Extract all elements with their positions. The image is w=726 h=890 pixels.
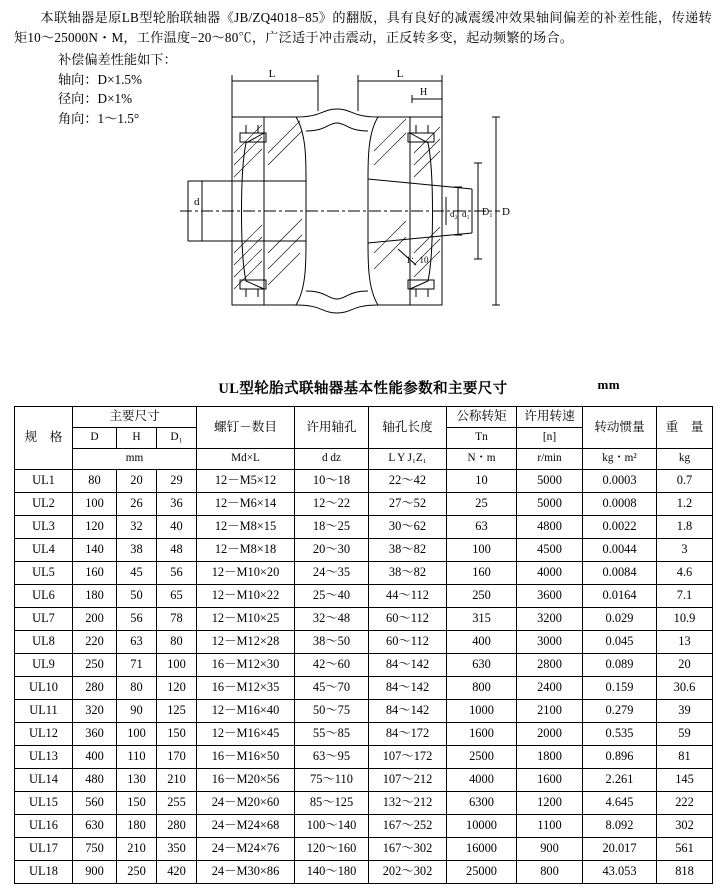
cell-D: 320 xyxy=(73,699,117,722)
cell-len: 44～112 xyxy=(369,584,447,607)
cell-D1: 36 xyxy=(157,492,197,515)
table-header-row-1 xyxy=(15,406,713,427)
cell-D: 120 xyxy=(73,515,117,538)
header-bore-symbols: d dz xyxy=(295,448,369,469)
compensation-heading: 补偿偏差性能如下： xyxy=(58,52,177,68)
cell-bore: 20～30 xyxy=(295,538,369,561)
cell-inertia: 0.0164 xyxy=(583,584,657,607)
table-row xyxy=(15,699,713,722)
cell-D1: 125 xyxy=(157,699,197,722)
label-D1: D₁ xyxy=(482,206,493,218)
cell-bore: 38～50 xyxy=(295,630,369,653)
cell-H: 50 xyxy=(117,584,157,607)
label-d1: d₁ xyxy=(462,208,470,219)
header-weight-unit: kg xyxy=(657,448,713,469)
cell-inertia: 0.159 xyxy=(583,676,657,699)
cell-speed: 5000 xyxy=(517,469,583,492)
cell-inertia: 4.645 xyxy=(583,791,657,814)
cell-H: 63 xyxy=(117,630,157,653)
cell-speed: 3000 xyxy=(517,630,583,653)
cell-weight: 10.9 xyxy=(657,607,713,630)
cell-speed: 1600 xyxy=(517,768,583,791)
spec-table xyxy=(14,406,713,884)
technical-drawing-area xyxy=(14,53,712,371)
cell-weight: 81 xyxy=(657,745,713,768)
cell-speed: 800 xyxy=(517,860,583,883)
header-length-symbols xyxy=(369,448,447,469)
cell-speed: 2400 xyxy=(517,676,583,699)
cell-screw: 12－M16×40 xyxy=(197,699,295,722)
cell-spec: UL3 xyxy=(15,515,73,538)
cell-spec: UL6 xyxy=(15,584,73,607)
cell-len: 27～52 xyxy=(369,492,447,515)
cell-H: 100 xyxy=(117,722,157,745)
cell-H: 80 xyxy=(117,676,157,699)
cell-speed: 2800 xyxy=(517,653,583,676)
table-title: UL型轮胎式联轴器基本性能参数和主要尺寸 xyxy=(218,380,508,397)
cell-D1: 80 xyxy=(157,630,197,653)
cell-spec: UL4 xyxy=(15,538,73,561)
cell-weight: 3 xyxy=(657,538,713,561)
cell-H: 250 xyxy=(117,860,157,883)
cell-screw: 16－M12×30 xyxy=(197,653,295,676)
cell-screw: 24－M30×86 xyxy=(197,860,295,883)
cell-D: 480 xyxy=(73,768,117,791)
cell-torque: 315 xyxy=(447,607,517,630)
cell-spec: UL17 xyxy=(15,837,73,860)
cell-screw: 12－M5×12 xyxy=(197,469,295,492)
cell-D: 250 xyxy=(73,653,117,676)
cell-D: 100 xyxy=(73,492,117,515)
cell-speed: 3200 xyxy=(517,607,583,630)
cell-screw: 12－M12×28 xyxy=(197,630,295,653)
header-screws: 螺钉－数目 xyxy=(197,406,295,448)
cell-H: 45 xyxy=(117,561,157,584)
cell-D: 360 xyxy=(73,722,117,745)
header-D1: D₁ xyxy=(157,427,197,448)
cell-screw: 24－M24×76 xyxy=(197,837,295,860)
cell-weight: 818 xyxy=(657,860,713,883)
cell-inertia: 0.896 xyxy=(583,745,657,768)
cell-len: 30～62 xyxy=(369,515,447,538)
cell-weight: 4.6 xyxy=(657,561,713,584)
cell-bore: 10～18 xyxy=(295,469,369,492)
cell-H: 150 xyxy=(117,791,157,814)
cell-screw: 12－M16×45 xyxy=(197,722,295,745)
spec-table-body xyxy=(15,469,713,883)
cell-spec: UL16 xyxy=(15,814,73,837)
cell-weight: 1.8 xyxy=(657,515,713,538)
cell-inertia: 0.045 xyxy=(583,630,657,653)
cell-bore: 63～95 xyxy=(295,745,369,768)
cell-len: 60～112 xyxy=(369,630,447,653)
cell-speed: 1800 xyxy=(517,745,583,768)
cell-torque: 400 xyxy=(447,630,517,653)
cell-bore: 12～22 xyxy=(295,492,369,515)
cell-bore: 42～60 xyxy=(295,653,369,676)
header-torque: 公称转矩 xyxy=(447,406,517,427)
header-inertia-unit: kg・m² xyxy=(583,448,657,469)
label-L-right: L xyxy=(396,67,404,80)
cell-D1: 170 xyxy=(157,745,197,768)
cell-spec: UL11 xyxy=(15,699,73,722)
header-weight: 重 量 xyxy=(657,406,713,448)
cell-H: 210 xyxy=(117,837,157,860)
cell-bore: 75～110 xyxy=(295,768,369,791)
coupling-drawing xyxy=(194,53,570,371)
cell-D1: 56 xyxy=(157,561,197,584)
cell-screw: 12－M10×25 xyxy=(197,607,295,630)
label-D: D xyxy=(502,205,510,218)
table-row xyxy=(15,630,713,653)
cell-D: 220 xyxy=(73,630,117,653)
header-speed: 许用转速 xyxy=(517,406,583,427)
cell-len: 84～142 xyxy=(369,653,447,676)
cell-torque: 1000 xyxy=(447,699,517,722)
cell-torque: 160 xyxy=(447,561,517,584)
cell-speed: 900 xyxy=(517,837,583,860)
cell-len: 107～212 xyxy=(369,768,447,791)
cell-inertia: 0.0044 xyxy=(583,538,657,561)
cell-spec: UL9 xyxy=(15,653,73,676)
header-inertia: 转动惯量 xyxy=(583,406,657,448)
cell-screw: 12－M6×14 xyxy=(197,492,295,515)
cell-speed: 4000 xyxy=(517,561,583,584)
cell-inertia: 0.029 xyxy=(583,607,657,630)
cell-weight: 302 xyxy=(657,814,713,837)
cell-D: 80 xyxy=(73,469,117,492)
intro-paragraph: 本联轴器是原LB型轮胎联轴器《JB/ZQ4018−85》的翻版，具有良好的减震缓冲效果轴间偏差的补差性能，传递转矩10～25000N・M，工作温度−20～80℃，广泛适于冲击震动，正反转多变，起动频繁的场合。 xyxy=(14,10,712,46)
cell-len: 84～142 xyxy=(369,699,447,722)
cell-inertia: 0.535 xyxy=(583,722,657,745)
cell-screw: 16－M12×35 xyxy=(197,676,295,699)
cell-torque: 630 xyxy=(447,653,517,676)
cell-torque: 4000 xyxy=(447,768,517,791)
cell-bore: 120～160 xyxy=(295,837,369,860)
cell-weight: 7.1 xyxy=(657,584,713,607)
table-row xyxy=(15,860,713,883)
cell-weight: 561 xyxy=(657,837,713,860)
cell-torque: 10 xyxy=(447,469,517,492)
cell-D1: 150 xyxy=(157,722,197,745)
header-spec: 规 格 xyxy=(15,406,73,469)
cell-H: 180 xyxy=(117,814,157,837)
table-row xyxy=(15,584,713,607)
header-dims-unit: mm xyxy=(73,448,197,469)
cell-H: 32 xyxy=(117,515,157,538)
compensation-angular: 角向：1～1.5° xyxy=(58,110,140,126)
cell-D1: 420 xyxy=(157,860,197,883)
cell-weight: 145 xyxy=(657,768,713,791)
cell-len: 107～172 xyxy=(369,745,447,768)
cell-spec: UL2 xyxy=(15,492,73,515)
table-header-row-3 xyxy=(15,448,713,469)
cell-len: 167～302 xyxy=(369,837,447,860)
cell-D1: 48 xyxy=(157,538,197,561)
table-row xyxy=(15,492,713,515)
header-screw-spec: Md×L xyxy=(197,448,295,469)
cell-speed: 4500 xyxy=(517,538,583,561)
cell-D: 560 xyxy=(73,791,117,814)
cell-speed: 2000 xyxy=(517,722,583,745)
table-row xyxy=(15,722,713,745)
cell-len: 38～82 xyxy=(369,538,447,561)
cell-H: 71 xyxy=(117,653,157,676)
cell-len: 167～252 xyxy=(369,814,447,837)
cell-inertia: 43.053 xyxy=(583,860,657,883)
cell-bore: 25～40 xyxy=(295,584,369,607)
header-speed-unit: r/min xyxy=(517,448,583,469)
cell-len: 84～172 xyxy=(369,722,447,745)
cell-weight: 13 xyxy=(657,630,713,653)
cell-inertia: 0.0003 xyxy=(583,469,657,492)
cell-spec: UL10 xyxy=(15,676,73,699)
cell-torque: 800 xyxy=(447,676,517,699)
cell-D1: 100 xyxy=(157,653,197,676)
cell-D1: 255 xyxy=(157,791,197,814)
cell-speed: 1100 xyxy=(517,814,583,837)
header-length-L: L xyxy=(388,452,395,465)
cell-H: 110 xyxy=(117,745,157,768)
cell-inertia: 20.017 xyxy=(583,837,657,860)
header-D: D xyxy=(73,427,117,448)
table-row xyxy=(15,837,713,860)
cell-len: 202～302 xyxy=(369,860,447,883)
cell-len: 132～212 xyxy=(369,791,447,814)
table-row xyxy=(15,814,713,837)
table-row xyxy=(15,538,713,561)
table-row xyxy=(15,676,713,699)
cell-screw: 16－M16×50 xyxy=(197,745,295,768)
cell-torque: 25000 xyxy=(447,860,517,883)
cell-bore: 55～85 xyxy=(295,722,369,745)
header-speed-symbol: [n] xyxy=(517,427,583,448)
cell-screw: 16－M20×56 xyxy=(197,768,295,791)
cell-spec: UL5 xyxy=(15,561,73,584)
label-H: H xyxy=(420,86,428,98)
cell-H: 20 xyxy=(117,469,157,492)
cell-spec: UL14 xyxy=(15,768,73,791)
cell-screw: 12－M8×15 xyxy=(197,515,295,538)
cell-H: 56 xyxy=(117,607,157,630)
cell-weight: 30.6 xyxy=(657,676,713,699)
cell-torque: 63 xyxy=(447,515,517,538)
cell-speed: 1200 xyxy=(517,791,583,814)
cell-D: 900 xyxy=(73,860,117,883)
cell-torque: 25 xyxy=(447,492,517,515)
cell-weight: 59 xyxy=(657,722,713,745)
cell-bore: 24～35 xyxy=(295,561,369,584)
header-length-types: Y J₁Z₁ xyxy=(397,452,427,465)
cell-weight: 39 xyxy=(657,699,713,722)
cell-weight: 20 xyxy=(657,653,713,676)
cell-D: 140 xyxy=(73,538,117,561)
header-H: H xyxy=(117,427,157,448)
table-row xyxy=(15,745,713,768)
cell-D: 750 xyxy=(73,837,117,860)
header-torque-symbol: Tn xyxy=(447,427,517,448)
cell-torque: 250 xyxy=(447,584,517,607)
cell-D: 280 xyxy=(73,676,117,699)
cell-D1: 350 xyxy=(157,837,197,860)
cell-D1: 280 xyxy=(157,814,197,837)
cell-spec: UL18 xyxy=(15,860,73,883)
cell-inertia: 0.0084 xyxy=(583,561,657,584)
cell-speed: 3600 xyxy=(517,584,583,607)
cell-inertia: 0.0022 xyxy=(583,515,657,538)
cell-inertia: 0.0008 xyxy=(583,492,657,515)
cell-D: 400 xyxy=(73,745,117,768)
cell-D1: 210 xyxy=(157,768,197,791)
cell-spec: UL15 xyxy=(15,791,73,814)
cell-D1: 65 xyxy=(157,584,197,607)
cell-len: 84～142 xyxy=(369,676,447,699)
cell-weight: 0.7 xyxy=(657,469,713,492)
header-main-dims: 主要尺寸 xyxy=(73,406,197,427)
cell-D: 200 xyxy=(73,607,117,630)
cell-torque: 10000 xyxy=(447,814,517,837)
cell-bore: 32～48 xyxy=(295,607,369,630)
cell-speed: 2100 xyxy=(517,699,583,722)
cell-H: 130 xyxy=(117,768,157,791)
cell-torque: 100 xyxy=(447,538,517,561)
cell-H: 90 xyxy=(117,699,157,722)
table-row xyxy=(15,791,713,814)
cell-torque: 6300 xyxy=(447,791,517,814)
cell-weight: 1.2 xyxy=(657,492,713,515)
cell-inertia: 8.092 xyxy=(583,814,657,837)
label-L-left: L xyxy=(268,67,276,80)
table-row xyxy=(15,653,713,676)
cell-D1: 120 xyxy=(157,676,197,699)
compensation-radial: 径向：D×1% xyxy=(58,91,133,107)
cell-D1: 29 xyxy=(157,469,197,492)
table-row xyxy=(15,561,713,584)
cell-len: 60～112 xyxy=(369,607,447,630)
cell-D: 160 xyxy=(73,561,117,584)
table-title-row xyxy=(14,377,712,398)
cell-inertia: 0.089 xyxy=(583,653,657,676)
cell-speed: 5000 xyxy=(517,492,583,515)
cell-inertia: 0.279 xyxy=(583,699,657,722)
cell-spec: UL13 xyxy=(15,745,73,768)
cell-screw: 12－M8×18 xyxy=(197,538,295,561)
cell-D1: 40 xyxy=(157,515,197,538)
label-d2: d₂ xyxy=(450,208,458,219)
label-taper: 1：10 xyxy=(406,254,429,265)
table-row xyxy=(15,607,713,630)
cell-len: 22～42 xyxy=(369,469,447,492)
header-torque-unit: N・m xyxy=(447,448,517,469)
cell-bore: 18～25 xyxy=(295,515,369,538)
header-bore-length: 轴孔长度 xyxy=(369,406,447,448)
cell-spec: UL1 xyxy=(15,469,73,492)
cell-D: 180 xyxy=(73,584,117,607)
cell-bore: 85～125 xyxy=(295,791,369,814)
cell-bore: 50～75 xyxy=(295,699,369,722)
cell-screw: 24－M24×68 xyxy=(197,814,295,837)
cell-inertia: 2.261 xyxy=(583,768,657,791)
table-row xyxy=(15,469,713,492)
cell-torque: 1600 xyxy=(447,722,517,745)
table-unit: mm xyxy=(597,376,620,392)
compensation-axial: 轴向：D×1.5% xyxy=(58,71,142,87)
cell-speed: 4800 xyxy=(517,515,583,538)
cell-torque: 2500 xyxy=(447,745,517,768)
table-row xyxy=(15,768,713,791)
cell-spec: UL7 xyxy=(15,607,73,630)
cell-bore: 140～180 xyxy=(295,860,369,883)
cell-weight: 222 xyxy=(657,791,713,814)
cell-screw: 24－M20×60 xyxy=(197,791,295,814)
cell-D1: 78 xyxy=(157,607,197,630)
table-row xyxy=(15,515,713,538)
cell-H: 26 xyxy=(117,492,157,515)
label-d: d xyxy=(194,195,200,208)
cell-torque: 16000 xyxy=(447,837,517,860)
cell-H: 38 xyxy=(117,538,157,561)
cell-bore: 45～70 xyxy=(295,676,369,699)
cell-screw: 12－M10×20 xyxy=(197,561,295,584)
cell-spec: UL8 xyxy=(15,630,73,653)
cell-bore: 100～140 xyxy=(295,814,369,837)
cell-len: 38～82 xyxy=(369,561,447,584)
cell-spec: UL12 xyxy=(15,722,73,745)
cell-D: 630 xyxy=(73,814,117,837)
header-bore: 许用轴孔 xyxy=(295,406,369,448)
cell-screw: 12－M10×22 xyxy=(197,584,295,607)
